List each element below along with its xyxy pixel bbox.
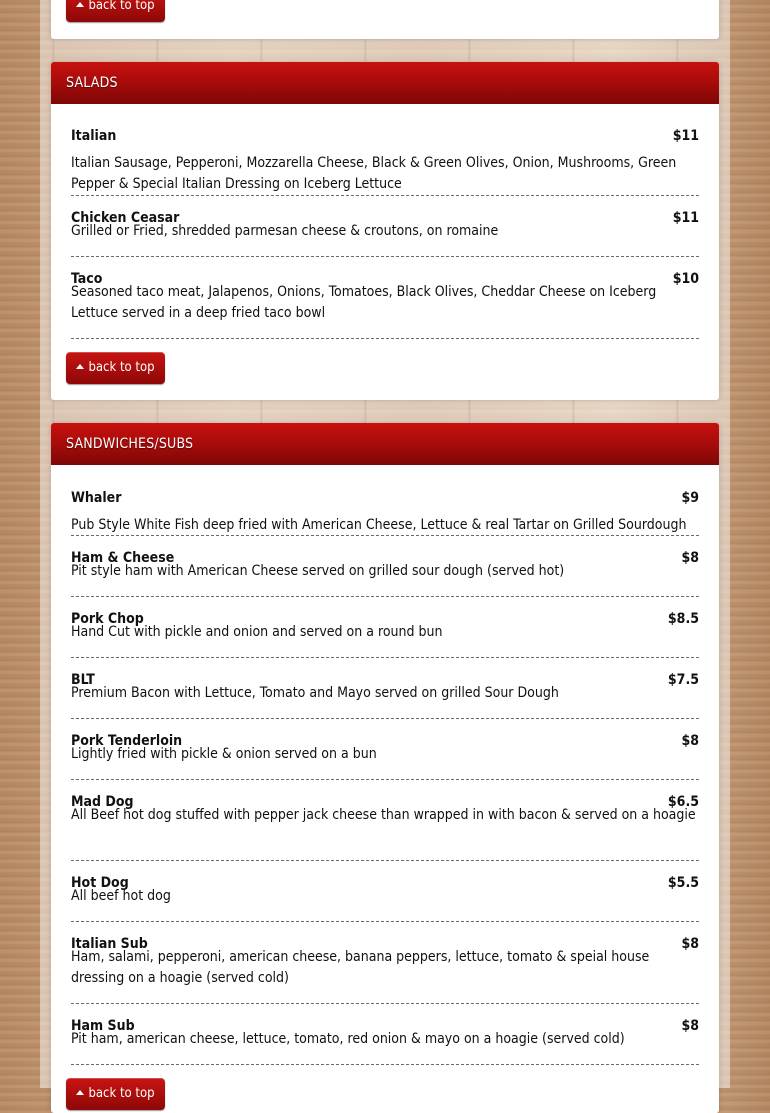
- menu-item-name: Whaler: [71, 490, 122, 506]
- menu-item-price: $10: [672, 271, 699, 287]
- menu-item: [71, 780, 699, 861]
- menu-item-description: Pub Style White Fish deep fried with American Cheese, Lettuce & real Tartar on Grilled Sourdough: [71, 517, 687, 533]
- menu-item-price: $8: [681, 550, 699, 566]
- section-title: SALADS: [51, 62, 719, 104]
- back-to-top-button[interactable]: [66, 1078, 165, 1110]
- menu-item-name: Hot Dog: [71, 875, 129, 891]
- menu-item-name: Pork Tenderloin: [71, 733, 183, 749]
- menu-item-row: [71, 490, 699, 515]
- menu-item-description: Grilled or Fried, shredded parmesan cheese & croutons, on romaine: [71, 223, 499, 239]
- menu-item-price: $7.5: [667, 672, 699, 688]
- menu-item-description: Italian Sausage, Pepperoni, Mozzarella Cheese, Black & Green Olives, Onion, Mushrooms, Green Pepper & Special Italian Dressing on Iceberg Lettuce: [71, 155, 677, 192]
- menu-item-price: $8: [681, 936, 699, 952]
- menu-item-row: [71, 128, 699, 153]
- menu-item: [71, 128, 699, 196]
- menu-item-name: Pork Chop: [71, 611, 144, 627]
- menu-item: [71, 536, 699, 597]
- menu-item-name: Italian: [71, 128, 117, 144]
- caret-up-icon: [76, 2, 84, 7]
- back-to-top-label: back to top: [88, 0, 155, 13]
- menu-item-name: Taco: [71, 271, 103, 287]
- menu-item: [71, 490, 699, 536]
- sandwiches-panel: [51, 423, 719, 1113]
- menu-item-price: $9: [681, 490, 699, 506]
- menu-item: [71, 719, 699, 780]
- sandwiches-items: [51, 465, 719, 1065]
- salads-items: [51, 104, 719, 339]
- menu-item-price: $6.5: [667, 794, 699, 810]
- salads-panel: [51, 62, 719, 400]
- menu-item: [71, 922, 699, 1004]
- menu-item: [71, 658, 699, 719]
- menu-item-description: Hand Cut with pickle and onion and served on a round bun: [71, 624, 443, 640]
- menu-item-description: All Beef hot dog stuffed with pepper jack cheese than wrapped in with bacon & served on a hoagie: [71, 807, 696, 823]
- previous-section-panel: [51, 0, 719, 39]
- section-title: SANDWICHES/SUBS: [51, 423, 719, 465]
- menu-item-name: Mad Dog: [71, 794, 134, 810]
- back-to-top-label: back to top: [88, 1086, 155, 1101]
- menu-item-description: Lightly fried with pickle & onion served on a bun: [71, 746, 377, 762]
- menu-item-name: Chicken Ceasar: [71, 210, 180, 226]
- back-to-top-button[interactable]: [66, 0, 165, 22]
- back-to-top-button[interactable]: [66, 352, 165, 384]
- menu-item-price: $11: [672, 128, 699, 144]
- caret-up-icon: [76, 1090, 84, 1095]
- caret-up-icon: [76, 364, 84, 369]
- menu-item: [71, 1004, 699, 1065]
- menu-item: [71, 861, 699, 922]
- menu-item-price: $8: [681, 733, 699, 749]
- menu-item: [71, 196, 699, 257]
- menu-item-description: Premium Bacon with Lettuce, Tomato and Mayo served on grilled Sour Dough: [71, 685, 559, 701]
- menu-item-price: $5.5: [667, 875, 699, 891]
- menu-item: [71, 597, 699, 658]
- menu-item-description: Ham, salami, pepperoni, american cheese, banana peppers, lettuce, tomato & speial house dressing on a hoagie (served cold): [71, 949, 650, 986]
- menu-item-name: Italian Sub: [71, 936, 148, 952]
- menu-item-price: $11: [672, 210, 699, 226]
- menu-item-description: Seasoned taco meat, Jalapenos, Onions, Tomatoes, Black Olives, Cheddar Cheese on Iceberg Lettuce served in a deep fried taco bowl: [71, 284, 657, 321]
- content-column: [40, 0, 730, 1101]
- back-to-top-label: back to top: [88, 360, 155, 375]
- menu-item-name: Ham & Cheese: [71, 550, 175, 566]
- menu-item-name: Ham Sub: [71, 1018, 135, 1034]
- menu-item-price: $8: [681, 1018, 699, 1034]
- menu-item-description: Pit style ham with American Cheese served on grilled sour dough (served hot): [71, 563, 565, 579]
- menu-item-description: Pit ham, american cheese, lettuce, tomato, red onion & mayo on a hoagie (served cold): [71, 1031, 625, 1047]
- menu-item-description: All beef hot dog: [71, 888, 171, 904]
- menu-item: [71, 257, 699, 339]
- menu-item-name: BLT: [71, 672, 95, 688]
- menu-item-price: $8.5: [667, 611, 699, 627]
